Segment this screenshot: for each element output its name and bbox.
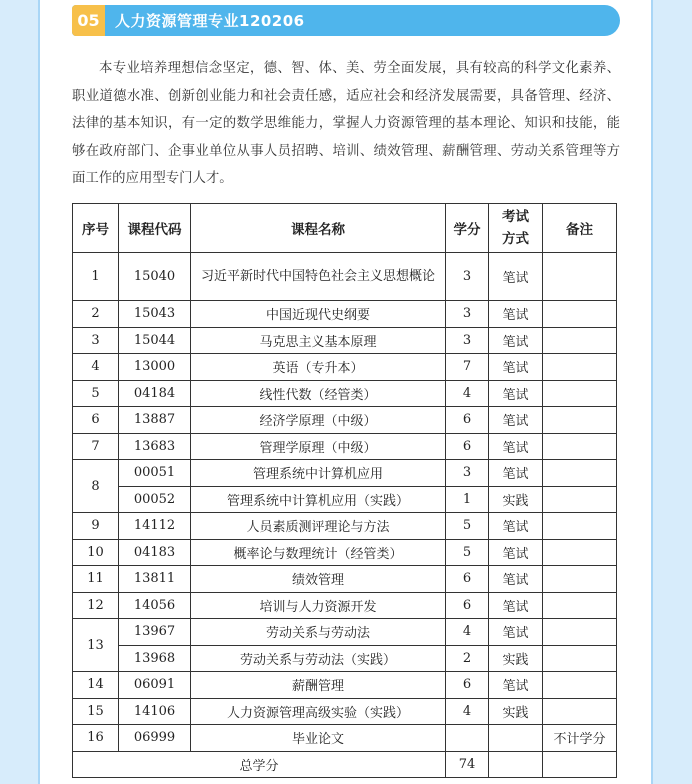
cell-name: 绩效管理 [191,566,446,593]
cell-exam: 笔试 [489,672,543,699]
cell-seq: 7 [73,433,119,460]
header-code: 课程代码 [119,204,191,253]
cell-credit: 3 [446,460,489,487]
header-exam: 考试方式 [489,204,543,253]
cell-code: 13811 [119,566,191,593]
table-row [73,354,617,381]
cell-seq: 12 [73,592,119,619]
cell-code: 14106 [119,698,191,725]
cell-note [543,380,617,407]
cell-credit: 6 [446,433,489,460]
cell-seq: 9 [73,513,119,540]
cell-note [543,592,617,619]
cell-name: 习近平新时代中国特色社会主义思想概论 [191,253,446,301]
cell-code: 15044 [119,327,191,354]
cell-exam: 笔试 [489,327,543,354]
cell-exam: 笔试 [489,460,543,487]
cell-seq: 15 [73,698,119,725]
cell-note [543,645,617,672]
table-row [73,407,617,434]
cell-exam: 笔试 [489,539,543,566]
cell-exam: 笔试 [489,513,543,540]
cell-name: 概率论与数理统计（经管类） [191,539,446,566]
cell-credit: 6 [446,592,489,619]
cell-name: 管理系统中计算机应用（实践） [191,486,446,513]
cell-seq: 13 [73,619,119,672]
cell-note [543,327,617,354]
table-row [73,725,617,752]
cell-exam: 实践 [489,698,543,725]
cell-seq: 11 [73,566,119,593]
cell-name: 毕业论文 [191,725,446,752]
cell-code: 15040 [119,253,191,301]
section-header [72,5,620,36]
cell-name: 劳动关系与劳动法（实践） [191,645,446,672]
table-row [73,460,617,487]
cell-code: 00052 [119,486,191,513]
cell-exam: 笔试 [489,407,543,434]
cell-name: 培训与人力资源开发 [191,592,446,619]
table-row [73,645,617,672]
cell-note [543,698,617,725]
cell-name: 马克思主义基本原理 [191,327,446,354]
section-title: 人力资源管理专业120206 [115,12,305,30]
cell-exam: 笔试 [489,433,543,460]
cell-name: 管理学原理（中级） [191,433,446,460]
cell-seq: 3 [73,327,119,354]
cell-seq: 1 [73,253,119,301]
section-number-badge: 05 [72,5,105,36]
cell-code: 13967 [119,619,191,646]
table-header-row [73,204,617,253]
cell-credit [446,725,489,752]
table-row [73,380,617,407]
cell-name: 劳动关系与劳动法 [191,619,446,646]
cell-code: 04183 [119,539,191,566]
cell-name: 人员素质测评理论与方法 [191,513,446,540]
cell-note [543,566,617,593]
intro-paragraph: 本专业培养理想信念坚定，德、智、体、美、劳全面发展，具有较高的科学文化素养、职业道德水准、创新创业能力和社会责任感，适应社会和经济发展需要，具备管理、经济、法律的基本知识，有一定的数学思维能力，掌握人力资源管理的基本理论、知识和技能，能够在政府部门、企事业单位从事人员招聘、培训、绩效管理、薪酬管理、劳动关系管理等方面工作的应用型专门人才。 [72,61,620,186]
course-table [72,203,617,778]
table-total-row [73,751,617,778]
cell-note [543,460,617,487]
table-row [73,619,617,646]
table-row [73,513,617,540]
cell-credit: 5 [446,539,489,566]
table-row [73,301,617,328]
cell-seq: 4 [73,354,119,381]
cell-name: 英语（专升本） [191,354,446,381]
table-row [73,327,617,354]
cell-exam: 实践 [489,645,543,672]
cell-note [543,301,617,328]
cell-code: 00051 [119,460,191,487]
cell-code: 13000 [119,354,191,381]
cell-seq: 6 [73,407,119,434]
cell-seq: 16 [73,725,119,752]
cell-note [543,513,617,540]
cell-code: 14056 [119,592,191,619]
cell-code: 04184 [119,380,191,407]
table-row [73,698,617,725]
header-credit: 学分 [446,204,489,253]
cell-name: 线性代数（经管类） [191,380,446,407]
cell-name: 薪酬管理 [191,672,446,699]
cell-note [543,407,617,434]
cell-credit: 5 [446,513,489,540]
cell-note [543,672,617,699]
cell-exam: 笔试 [489,380,543,407]
cell-code: 15043 [119,301,191,328]
cell-code: 14112 [119,513,191,540]
table-row [73,253,617,301]
cell-exam: 实践 [489,486,543,513]
cell-exam: 笔试 [489,354,543,381]
cell-name: 人力资源管理高级实验（实践） [191,698,446,725]
cell-note: 不计学分 [543,725,617,752]
cell-credit: 4 [446,380,489,407]
table-row [73,539,617,566]
cell-credit: 7 [446,354,489,381]
cell-seq: 8 [73,460,119,513]
cell-note [543,486,617,513]
cell-name: 中国近现代史纲要 [191,301,446,328]
total-exam-empty [489,751,543,778]
header-note: 备注 [543,204,617,253]
cell-credit: 6 [446,566,489,593]
cell-exam: 笔试 [489,253,543,301]
table-row [73,486,617,513]
cell-note [543,433,617,460]
cell-credit: 3 [446,327,489,354]
cell-code: 06091 [119,672,191,699]
table-row [73,433,617,460]
cell-credit: 6 [446,407,489,434]
cell-note [543,539,617,566]
cell-name: 经济学原理（中级） [191,407,446,434]
cell-exam: 笔试 [489,566,543,593]
header-seq: 序号 [73,204,119,253]
cell-exam [489,725,543,752]
total-label: 总学分 [73,751,446,778]
cell-note [543,253,617,301]
cell-exam: 笔试 [489,301,543,328]
cell-credit: 4 [446,698,489,725]
cell-credit: 6 [446,672,489,699]
cell-code: 13683 [119,433,191,460]
cell-credit: 1 [446,486,489,513]
cell-name: 管理系统中计算机应用 [191,460,446,487]
cell-note [543,619,617,646]
total-note-empty [543,751,617,778]
table-row [73,566,617,593]
total-value: 74 [446,751,489,778]
cell-code: 06999 [119,725,191,752]
cell-credit: 2 [446,645,489,672]
cell-code: 13887 [119,407,191,434]
cell-exam: 笔试 [489,592,543,619]
cell-seq: 5 [73,380,119,407]
table-row [73,672,617,699]
cell-credit: 3 [446,253,489,301]
cell-note [543,354,617,381]
table-row [73,592,617,619]
cell-exam: 笔试 [489,619,543,646]
cell-code: 13968 [119,645,191,672]
header-name: 课程名称 [191,204,446,253]
cell-seq: 14 [73,672,119,699]
cell-seq: 10 [73,539,119,566]
cell-credit: 3 [446,301,489,328]
cell-credit: 4 [446,619,489,646]
cell-seq: 2 [73,301,119,328]
